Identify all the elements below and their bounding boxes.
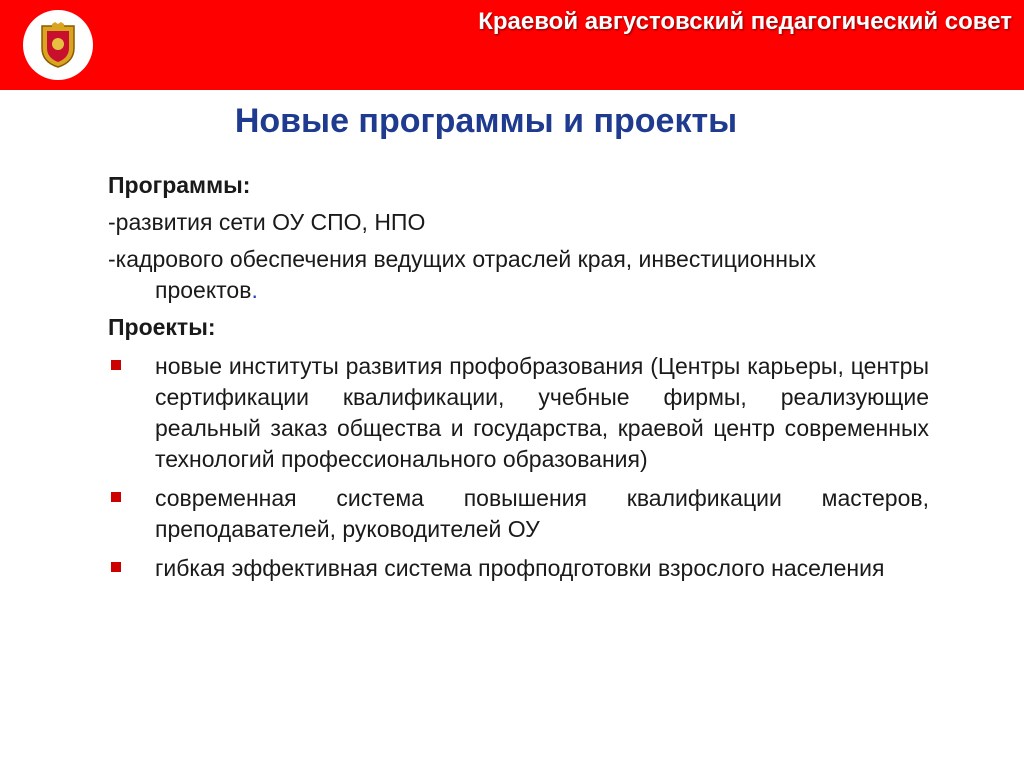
projects-heading: Проекты:: [108, 314, 216, 340]
bullet-square-icon: [111, 492, 121, 502]
slide-content: [108, 168, 929, 584]
list-item: [108, 351, 929, 475]
program-item-continuation: [108, 275, 929, 306]
logo: [23, 10, 93, 80]
project-item-text: гибкая эффективная система профподготовки взрослого населения: [155, 555, 885, 581]
program-item-tail: проектов: [155, 277, 252, 303]
header-banner: [0, 0, 1024, 90]
org-title: Краевой августовский педагогический совет: [478, 8, 1012, 35]
bullet-square-icon: [111, 562, 121, 572]
bullet-square-icon: [111, 360, 121, 370]
program-item: -развития сети ОУ СПО, НПО: [108, 209, 426, 235]
program-item: [108, 244, 929, 306]
list-item: [108, 553, 929, 584]
slide-title: Новые программы и проекты: [234, 102, 738, 140]
program-period: .: [251, 277, 258, 303]
coat-of-arms-icon: [40, 22, 76, 68]
project-item-text: новые институты развития профобразования (Центры карьеры, центры сертификации квалификации, учебные фирмы, реализующие реальный заказ общества и государства, краевой центр современных технологий профессионального образования): [155, 353, 929, 472]
list-item: [108, 483, 929, 545]
program-item-text: -кадрового обеспечения ведущих отраслей края, инвестиционных: [108, 246, 816, 272]
project-item-text: современная система повышения квалификации мастеров, преподавателей, руководителей ОУ: [155, 485, 929, 542]
programs-heading: Программы:: [108, 172, 251, 198]
